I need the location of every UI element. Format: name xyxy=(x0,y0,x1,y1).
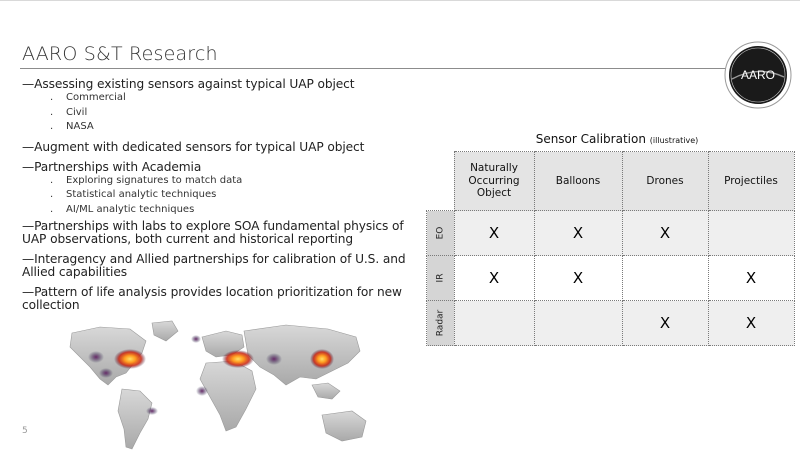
column-header: Projectiles xyxy=(708,152,794,211)
bullet-2: —Augment with dedicated sensors for typical UAP object xyxy=(22,139,365,154)
table-cell: X xyxy=(454,256,534,301)
sub-bullet: . Commercial xyxy=(50,92,126,103)
bullet-list xyxy=(22,78,412,312)
table-row xyxy=(427,256,795,301)
table-caption-title: Sensor Calibration xyxy=(535,132,646,146)
sensor-calibration-table xyxy=(426,151,795,346)
column-header: Drones xyxy=(622,152,708,211)
table-cell: X xyxy=(622,211,708,256)
page-number: 5 xyxy=(22,426,28,436)
table-caption-note: (illustrative) xyxy=(649,136,699,145)
logo-text: AARO xyxy=(740,68,776,82)
row-label: EO xyxy=(427,211,455,256)
table-cell xyxy=(534,301,622,346)
row-label: IR xyxy=(427,256,455,301)
bullet-3: —Partnerships with Academia xyxy=(22,159,202,174)
sub-bullet: . AI/ML analytic techniques xyxy=(50,203,195,215)
sub-bullet: . Statistical analytic techniques xyxy=(50,189,217,201)
column-header: Balloons xyxy=(534,152,622,211)
table-cell: X xyxy=(622,301,708,346)
table-cell: X xyxy=(534,211,622,256)
table-row xyxy=(427,301,795,346)
world-map-heatmap-image xyxy=(60,319,390,453)
table-cell: X xyxy=(454,211,534,256)
row-label: Radar xyxy=(427,301,455,346)
table-cell xyxy=(622,256,708,301)
column-header: Naturally Occurring Object xyxy=(454,152,534,211)
bullet-4: —Partnerships with labs to explore SOA fundamental physics of UAP observations, both current and historical reporting xyxy=(22,218,404,246)
table-caption xyxy=(444,132,790,146)
bullet-1: —Assessing existing sensors against typical UAP object xyxy=(22,77,355,91)
table-cell xyxy=(454,301,534,346)
bullet-5: —Interagency and Allied partnerships for calibration of U.S. and Allied capabilities xyxy=(22,251,406,279)
table-header-row xyxy=(427,152,795,211)
aaro-logo-icon xyxy=(724,41,792,109)
table-cell: X xyxy=(708,256,794,301)
bullet-6: —Pattern of life analysis provides location prioritization for new collection xyxy=(22,284,402,312)
table-cell xyxy=(708,211,794,256)
sub-bullet: . Exploring signatures to match data xyxy=(50,174,243,186)
table-cell: X xyxy=(708,301,794,346)
slide-title: AARO S&T Research xyxy=(22,43,218,65)
sub-bullet: . NASA xyxy=(50,121,94,133)
sub-bullet: . Civil xyxy=(50,106,88,118)
table-row xyxy=(427,211,795,256)
title-divider xyxy=(20,68,732,69)
table-corner xyxy=(427,152,455,211)
table-cell: X xyxy=(534,256,622,301)
